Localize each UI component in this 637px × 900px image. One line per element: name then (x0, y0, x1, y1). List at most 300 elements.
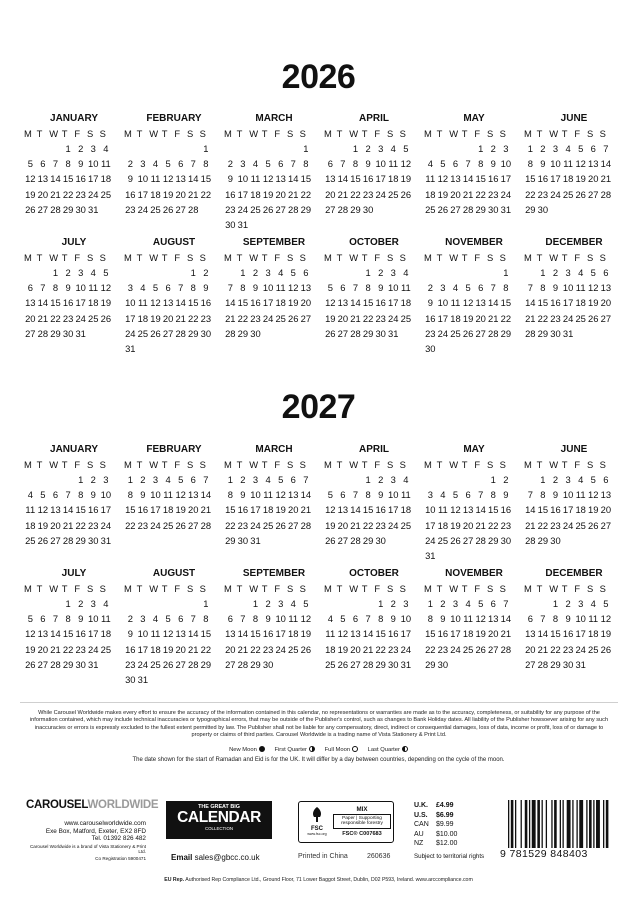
day-cell: 18 (88, 297, 99, 309)
day-cell: 11 (450, 297, 461, 309)
empty-day-cell (300, 533, 313, 548)
day-cell: 21 (50, 643, 61, 655)
printed-in: Printed in China (298, 853, 348, 860)
empty-day-cell (462, 265, 475, 280)
day-cell: 2 (265, 598, 271, 609)
day-cell: 21 (525, 312, 536, 324)
day-cell: 3 (378, 143, 384, 154)
day-cell: 21 (200, 504, 212, 516)
empty-day-cell (437, 141, 450, 156)
month-name: NOVEMBER (445, 237, 503, 248)
day-cell: 28 (337, 203, 349, 215)
day-cell: 23 (137, 519, 149, 531)
day-cell: 14 (37, 297, 49, 309)
footer-divider (20, 702, 618, 703)
day-cell: 5 (40, 489, 46, 501)
empty-day-cell (249, 141, 262, 156)
day-grid (120, 472, 220, 533)
day-cell: 4 (103, 143, 109, 154)
weekday-label: T (536, 459, 543, 470)
barcode-bar (560, 800, 561, 848)
weekday-header (120, 127, 220, 141)
day-cell: 22 (525, 188, 536, 200)
day-cell: 22 (62, 188, 74, 200)
day-cell: 23 (237, 519, 249, 531)
month-september (220, 236, 320, 341)
empty-day-cell (337, 472, 350, 487)
day-cell: 28 (50, 658, 61, 670)
day-cell: 28 (175, 327, 186, 339)
empty-day-cell (449, 141, 462, 156)
weekday-label: M (24, 583, 32, 594)
day-cell: 21 (188, 188, 199, 200)
day-cell: 18 (262, 504, 274, 516)
day-cell: 24 (275, 643, 286, 655)
day-grid (520, 265, 620, 341)
weekday-label: W (249, 583, 259, 594)
month-november (420, 236, 520, 356)
weekday-header (520, 127, 620, 141)
day-cell: 5 (165, 613, 171, 625)
empty-day-cell (274, 326, 287, 341)
weekday-label: T (61, 128, 68, 139)
day-cell: 25 (25, 534, 36, 546)
day-cell: 8 (52, 282, 59, 294)
day-cell: 4 (327, 613, 333, 625)
day-cell: 18 (100, 628, 112, 640)
day-cell: 24 (75, 312, 86, 324)
day-cell: 21 (500, 628, 512, 640)
day-cell: 23 (500, 519, 512, 531)
day-cell: 1 (365, 474, 371, 485)
day-cell: 13 (188, 489, 199, 501)
day-cell: 15 (475, 173, 486, 185)
weekday-label: T (261, 459, 268, 470)
day-cell: 14 (188, 628, 199, 640)
empty-day-cell (574, 326, 587, 341)
day-cell: 26 (437, 203, 449, 215)
day-cell: 16 (75, 628, 86, 640)
day-cell: 22 (362, 312, 374, 324)
day-cell: 26 (337, 658, 349, 670)
day-cell: 9 (540, 158, 546, 170)
weekday-label: F (374, 583, 381, 594)
weekday-label: W (249, 459, 259, 470)
day-cell: 8 (190, 282, 196, 294)
month-june (520, 443, 620, 548)
day-cell: 13 (37, 173, 49, 185)
empty-day-cell (449, 548, 462, 563)
day-cell: 26 (150, 327, 161, 339)
day-grid (120, 141, 220, 217)
day-grid (320, 265, 420, 341)
day-cell: 1 (252, 598, 259, 609)
day-cell: 18 (150, 643, 161, 655)
empty-day-cell (137, 141, 150, 156)
month-march (220, 443, 320, 548)
day-cell: 19 (575, 173, 586, 185)
day-cell: 6 (40, 613, 46, 625)
day-cell: 29 (300, 203, 312, 215)
weekday-label: T (136, 128, 143, 139)
day-cell: 10 (250, 489, 261, 501)
day-cell: 22 (237, 312, 249, 324)
day-grid (220, 596, 320, 672)
day-cell: 8 (127, 489, 133, 501)
day-cell: 25 (462, 643, 474, 655)
day-cell: 29 (525, 203, 536, 215)
day-cell: 1 (490, 474, 496, 485)
day-cell: 9 (378, 282, 384, 294)
month-name: APRIL (359, 113, 389, 124)
day-cell: 28 (600, 188, 612, 200)
month-february (120, 112, 220, 217)
day-cell: 11 (588, 613, 599, 625)
day-grid (320, 472, 420, 548)
day-cell: 25 (450, 327, 461, 339)
day-cell: 22 (200, 188, 212, 200)
day-cell: 11 (250, 173, 261, 185)
day-cell: 25 (88, 312, 99, 324)
day-cell: 30 (437, 658, 449, 670)
day-cell: 29 (537, 534, 549, 546)
weekday-label: T (436, 252, 443, 263)
day-cell: 7 (352, 489, 359, 501)
empty-day-cell (287, 217, 300, 232)
empty-day-cell (300, 326, 313, 341)
day-cell: 14 (62, 504, 74, 516)
day-cell: 8 (203, 613, 209, 625)
day-cell: 23 (75, 643, 86, 655)
brand-address: Exe Box, Matford, Exeter, EX2 8FD (45, 827, 146, 835)
empty-day-cell (300, 217, 313, 232)
day-cell: 11 (150, 173, 161, 185)
day-cell: 3 (503, 143, 509, 154)
day-cell: 18 (400, 297, 412, 309)
weekday-header (520, 458, 620, 472)
weekday-label: M (424, 459, 432, 470)
month-name: SEPTEMBER (242, 568, 306, 579)
weekday-label: T (536, 252, 543, 263)
weekday-label: S (586, 459, 594, 470)
weekday-label: T (61, 459, 68, 470)
day-cell: 10 (125, 297, 136, 309)
price-value: $6.99 (436, 811, 454, 819)
day-cell: 23 (262, 643, 274, 655)
weekday-label: S (199, 459, 206, 470)
day-cell: 15 (550, 628, 561, 640)
day-cell: 16 (75, 173, 86, 185)
day-cell: 16 (375, 504, 386, 516)
day-cell: 16 (125, 643, 136, 655)
day-cell: 17 (125, 312, 136, 324)
day-cell: 27 (162, 327, 174, 339)
day-cell: 7 (203, 474, 209, 485)
barcode-bar (606, 800, 609, 848)
empty-day-cell (100, 326, 113, 341)
day-cell: 13 (462, 504, 474, 516)
barcode-bar (529, 800, 530, 848)
weekday-label: T (361, 252, 368, 263)
day-cell: 25 (288, 643, 299, 655)
day-cell: 9 (140, 489, 146, 501)
day-cell: 15 (50, 297, 61, 309)
weekday-label: F (574, 128, 581, 139)
price-region: CAN (414, 821, 429, 829)
weekday-label: S (486, 583, 494, 594)
empty-day-cell (124, 596, 137, 611)
day-cell: 5 (103, 267, 109, 278)
day-cell: 3 (140, 158, 146, 170)
day-cell: 2 (65, 267, 71, 278)
day-cell: 10 (137, 628, 149, 640)
day-cell: 19 (325, 519, 336, 531)
weekday-header (320, 251, 420, 265)
weekday-label: S (199, 252, 206, 263)
month-name: JULY (61, 568, 87, 579)
empty-day-cell (224, 141, 237, 156)
day-cell: 10 (400, 613, 412, 625)
day-cell: 25 (100, 643, 112, 655)
day-cell: 27 (188, 519, 199, 531)
day-cell: 17 (150, 504, 161, 516)
day-cell: 27 (525, 658, 536, 670)
day-cell: 12 (588, 282, 599, 294)
day-cell: 7 (527, 282, 533, 294)
day-cell: 14 (237, 628, 249, 640)
day-cell: 1 (227, 474, 233, 485)
full-moon-label: Full Moon (324, 746, 351, 753)
weekday-label: S (386, 459, 394, 470)
day-cell: 7 (240, 613, 246, 625)
empty-day-cell (500, 341, 513, 356)
day-cell: 18 (25, 519, 36, 531)
weekday-label: T (136, 252, 143, 263)
day-cell: 28 (237, 658, 249, 670)
day-cell: 15 (75, 504, 86, 516)
day-cell: 5 (327, 489, 333, 501)
empty-day-cell (37, 265, 50, 280)
weekday-label: T (161, 128, 168, 139)
day-cell: 14 (500, 613, 512, 625)
weekday-label: T (436, 459, 443, 470)
day-cell: 20 (37, 188, 49, 200)
day-cell: 26 (300, 643, 312, 655)
day-cell: 25 (437, 534, 449, 546)
day-cell: 1 (203, 598, 209, 609)
day-cell: 4 (278, 267, 284, 278)
weekday-label: F (374, 459, 381, 470)
weekday-label: S (286, 128, 294, 139)
empty-day-cell (524, 596, 537, 611)
day-cell: 16 (550, 504, 561, 516)
day-cell: 1 (352, 143, 359, 154)
day-cell: 19 (150, 312, 161, 324)
day-cell: 16 (562, 628, 574, 640)
empty-day-cell (137, 341, 150, 356)
day-cell: 6 (178, 613, 184, 625)
day-cell: 29 (62, 203, 74, 215)
day-cell: 21 (337, 188, 349, 200)
day-cell: 15 (375, 628, 386, 640)
day-cell: 22 (350, 188, 361, 200)
month-december (520, 236, 620, 341)
year-title-2026: 2026 (281, 58, 356, 96)
day-cell: 17 (262, 297, 274, 309)
day-cell: 24 (88, 643, 99, 655)
day-cell: 5 (178, 474, 184, 485)
day-cell: 16 (537, 173, 549, 185)
empty-day-cell (487, 265, 500, 280)
day-cell: 10 (425, 504, 436, 516)
email-link[interactable]: sales@gbcc.co.uk (194, 853, 260, 862)
day-cell: 1 (378, 598, 384, 609)
day-cell: 1 (365, 267, 371, 278)
year-title-2027: 2027 (281, 388, 356, 426)
empty-day-cell (37, 472, 50, 487)
day-cell: 30 (88, 534, 99, 546)
weekday-label: M (124, 128, 132, 139)
weekday-header (320, 582, 420, 596)
day-cell: 6 (27, 282, 33, 294)
day-cell: 21 (37, 312, 49, 324)
empty-day-cell (174, 596, 187, 611)
empty-day-cell (524, 265, 537, 280)
day-cell: 13 (525, 628, 536, 640)
day-cell: 5 (27, 158, 33, 170)
empty-day-cell (324, 472, 337, 487)
weekday-label: M (424, 583, 432, 594)
day-cell: 3 (265, 267, 271, 278)
day-cell: 12 (37, 504, 49, 516)
price-region: U.S. (414, 811, 428, 819)
day-cell: 17 (88, 173, 99, 185)
day-cell: 11 (100, 613, 111, 625)
weekday-label: W (449, 583, 459, 594)
empty-day-cell (437, 341, 450, 356)
day-cell: 2 (140, 474, 146, 485)
empty-day-cell (287, 657, 300, 672)
day-cell: 1 (478, 143, 484, 154)
month-october (320, 236, 420, 341)
day-cell: 2 (127, 158, 133, 170)
day-cell: 14 (600, 158, 612, 170)
day-cell: 24 (562, 312, 574, 324)
day-grid (420, 141, 520, 217)
empty-day-cell (474, 472, 487, 487)
month-name: DECEMBER (545, 568, 603, 579)
day-cell: 13 (475, 297, 486, 309)
weekday-label: T (536, 128, 543, 139)
day-cell: 16 (237, 504, 249, 516)
brand-block (26, 799, 159, 861)
weekday-label: S (386, 252, 394, 263)
weekday-label: S (199, 583, 206, 594)
weekday-label: F (174, 128, 181, 139)
weekday-label: W (49, 128, 59, 139)
brand-website[interactable]: www.carouselworldwide.com (64, 820, 146, 827)
day-cell: 6 (590, 143, 596, 154)
day-cell: 26 (175, 519, 186, 531)
day-cell: 5 (265, 158, 271, 170)
day-cell: 22 (200, 643, 212, 655)
day-cell: 18 (288, 628, 299, 640)
day-cell: 12 (275, 489, 286, 501)
day-cell: 11 (438, 504, 448, 516)
day-grid (20, 472, 120, 548)
day-grid (220, 141, 320, 232)
day-cell: 13 (337, 504, 349, 516)
weekday-label: T (561, 459, 568, 470)
weekday-header (320, 127, 420, 141)
day-cell: 29 (200, 658, 212, 670)
day-cell: 3 (565, 267, 571, 278)
day-cell: 28 (50, 203, 61, 215)
weekday-label: S (286, 583, 294, 594)
product-code: 260636 (367, 853, 391, 860)
day-cell: 19 (162, 643, 174, 655)
day-cell: 8 (540, 489, 546, 501)
day-cell: 8 (490, 489, 496, 501)
day-cell: 3 (252, 474, 259, 485)
weekday-label: T (161, 583, 168, 594)
day-cell: 1 (65, 143, 71, 154)
day-cell: 7 (340, 158, 346, 170)
day-cell: 10 (375, 158, 386, 170)
day-cell: 21 (600, 173, 612, 185)
day-cell: 8 (252, 613, 259, 625)
weekday-label: F (74, 459, 81, 470)
day-cell: 22 (488, 519, 499, 531)
day-cell: 12 (325, 504, 336, 516)
day-cell: 5 (327, 282, 333, 294)
empty-day-cell (149, 672, 162, 687)
day-cell: 16 (250, 297, 261, 309)
empty-day-cell (300, 657, 313, 672)
day-cell: 7 (478, 489, 484, 501)
brand-small-2: Co Registration 5900471 (95, 855, 146, 861)
weekday-label: W (449, 252, 459, 263)
empty-day-cell (449, 472, 462, 487)
day-cell: 3 (427, 489, 433, 501)
day-cell: 11 (575, 489, 586, 501)
day-cell: 8 (78, 489, 84, 501)
day-cell: 17 (388, 504, 399, 516)
day-cell: 24 (237, 203, 249, 215)
day-cell: 30 (250, 327, 261, 339)
day-cell: 24 (550, 188, 561, 200)
month-name: JULY (61, 237, 87, 248)
weekday-label: F (274, 128, 281, 139)
day-cell: 20 (475, 312, 486, 324)
weekday-label: W (549, 252, 559, 263)
weekday-label: F (74, 252, 81, 263)
weekday-header (120, 458, 220, 472)
day-cell: 17 (275, 628, 286, 640)
day-cell: 30 (550, 327, 561, 339)
day-cell: 21 (237, 643, 249, 655)
day-grid (520, 472, 620, 548)
day-cell: 21 (175, 312, 186, 324)
day-grid (220, 472, 320, 548)
day-cell: 16 (225, 188, 236, 200)
empty-day-cell (200, 672, 213, 687)
barcode-bar (521, 800, 522, 848)
day-cell: 30 (375, 327, 386, 339)
day-cell: 4 (27, 489, 33, 501)
day-cell: 19 (588, 504, 599, 516)
barcode-number: 9 781529 848403 (500, 848, 588, 860)
